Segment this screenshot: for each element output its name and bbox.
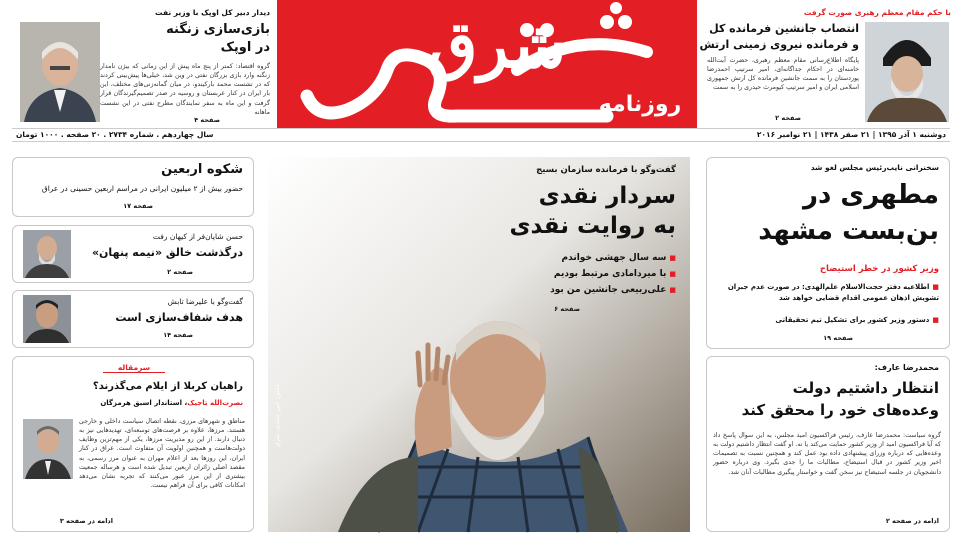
obituary-page-ref[interactable]: صفحه ۲: [167, 268, 193, 276]
aref-kicker: محمدرضا عارف:: [874, 363, 939, 372]
left-box-editorial[interactable]: [12, 356, 254, 532]
motahari-page-ref[interactable]: صفحه ۱۹: [823, 334, 853, 342]
top-left-headline-2: در اوپک: [220, 40, 270, 55]
motahari-bullet-2: ■ دستور وزیر کشور برای تشکیل تیم تحقیقاتی: [715, 316, 939, 324]
masthead: [0, 0, 960, 150]
top-left-kicker: دیدار دبیر کل اوپک با وزیر نفت: [155, 8, 270, 17]
obituary-photo: [23, 230, 71, 278]
top-left-page-ref[interactable]: صفحه ۴: [194, 116, 220, 124]
tabesh-page-ref[interactable]: صفحه ۱۴: [163, 331, 193, 339]
top-right-kicker: با حکم مقام معظم رهبری صورت گرفت: [803, 8, 951, 17]
portrait-shayanfar: [23, 230, 71, 278]
portrait-tabesh: [23, 295, 71, 343]
center-page-ref[interactable]: صفحه ۶: [554, 305, 580, 313]
center-headline-2: به روایت نقدی: [509, 213, 676, 239]
center-bullet-1: ■ سه سال جهشی خواندم: [456, 253, 676, 263]
editorial-title: راهیان کربلا از ایلام می‌گذرند؟: [92, 381, 243, 392]
obituary-title: درگذشت خالق «نیمه پنهان»: [91, 246, 243, 259]
portrait-leader: [865, 22, 949, 122]
obituary-kicker: حسن شایان‌فر از کیهان رفت: [152, 232, 243, 241]
editorial-photo: [23, 419, 73, 479]
aref-body: گروه سیاست: محمدرضا عارف، رئیس فراکسیون امید مجلس، به این سوال پاسخ داد که آیا فراکسیون امید از وزیر کشور حمایت می‌کند یا نه. او گفت انتظار داشتیم دولت به وعده‌هایی که درباره وزرای پیشنهادی داده بود عمل کند و همچنین نسبت به تصمیمات اخیر وزیر کشور در قبال استیضاح، مطالبات ما را جدی بگیرد. وی درباره حضور دانشجویان در جلسه استیضاح نیز سخن گفت و خواستار پیگیری مطالبات آنان شد.: [713, 432, 941, 476]
left-box-arbaeen[interactable]: [12, 157, 254, 217]
aref-headline-1: انتظار داشتیم دولت: [792, 379, 939, 397]
editorial-page-ref[interactable]: ادامه در صفحه ۳: [59, 517, 113, 525]
portrait-tajik: [23, 419, 73, 479]
motahari-headline-2: بن‌بست مشهد: [758, 216, 939, 246]
editorial-label: سرمقاله: [103, 363, 165, 373]
center-bullet-3: ■ علی‌ربیعی جانشین من بود: [456, 285, 676, 295]
motahari-headline-1: مطهری در: [803, 180, 939, 210]
top-left-portrait: [20, 22, 100, 122]
top-right-headline-1: انتصاب جانشین فرمانده کل: [709, 22, 859, 35]
date-line: دوشنبه ۱ آذر ۱۳۹۵ | ۲۱ صفر ۱۴۳۸ | ۲۱ نوامبر ۲۰۱۶: [756, 130, 946, 139]
top-left-body: گروه اقتصاد: کمتر از پنج ماه پیش از این زمانی که بیژن نامدار زنگنه وارد بازی بزرگان نفتی در وین شد، خیلی‌ها پیش‌بینی کردند که در نشست محمد باركيندو، در میان گمانه‌زنی‌های مختلف، این بار ایران در کنار عربستان و روسیه در صدر تصمیم‌گیرندگان قرار گرفت و این ماه به سفر نمایندگان مطرح نفتی در این نشست ماهانه: [100, 63, 270, 116]
aref-headline-2: وعده‌های خود را محقق کند: [741, 401, 939, 419]
arbaeen-title: شکوه اربعین: [161, 162, 243, 177]
tabesh-photo: [23, 295, 71, 343]
motahari-bullet-1: ■ اطلاعیه دفتر حجت‌الاسلام علم‌الهدی: در صورت عدم جبران تشویش اذهان عمومی اقدام قضایی خواهد شد: [715, 282, 939, 303]
motahari-kicker: سخنرانی نایب‌رئیس مجلس لغو شد: [810, 163, 939, 172]
top-right-headline-2: و فرمانده نیروی زمینی ارتش: [699, 38, 859, 51]
motahari-sub: وزیر کشور در خطر استیضاح: [819, 264, 939, 274]
arbaeen-page-ref[interactable]: صفحه ۱۷: [123, 202, 153, 210]
top-right-body: پایگاه اطلاع‌رسانی مقام معظم رهبری، حضرت آیت‌الله خامنه‌ای در احکام جداگانه‌ای، امیر سرتیپ احمدرضا پوردستان را به سمت جانشین فرمانده کل ارتش جمهوری اسلامی ایران و امیر سرتیپ کیومرث حیدری را به سمت: [707, 57, 859, 92]
right-box-aref[interactable]: [706, 356, 950, 532]
issue-line: سال چهاردهم . شماره ۲۷۳۴ . ۲۰ صفحه . ۱۰۰۰ تومان: [16, 130, 214, 139]
logo-subtitle: روزنامه: [598, 92, 682, 117]
editorial-body: مناطق و شهرهای مرزی، نقطه اتصال سیاست داخلی و خارجی هستند. مرزها، علاوه بر فرصت‌های توسعه‌ای، تهدیدهایی نیز به دنبال دارند. از این رو مدیریت مرزها، یکی از مهم‌ترین وظایف دولت‌هاست و همچنین اولویت آن متفاوت است. عراق در کنار ایران، این روزها بعد از اعلام مهران به عنوان مرز رسمی، به مقصد اصلی زائران اربعین تبدیل شده است و هرساله جمعیت بیشتری از این مرز عبور می‌کنند که تجربه نشان می‌دهد امکانات کافی برای آن فراهم نیست.: [79, 418, 245, 489]
tabesh-title: هدف شفاف‌سازی است: [115, 311, 243, 324]
center-bullet-2: ■ با میردامادی مرتبط بودیم: [456, 269, 676, 279]
top-right-page-ref[interactable]: صفحه ۲: [775, 114, 801, 122]
top-left-headline-1: بازی‌سازی زنگنه: [166, 22, 270, 37]
left-box-obituary[interactable]: [12, 225, 254, 283]
logo-text: شرق: [427, 8, 567, 83]
top-left-story[interactable]: [12, 6, 270, 124]
center-kicker: گفت‌وگو با فرمانده سازمان بسیج: [536, 165, 676, 175]
center-story[interactable]: [268, 157, 690, 532]
right-box-motahari[interactable]: [706, 157, 950, 349]
top-right-portrait: [865, 22, 949, 122]
left-box-tabesh[interactable]: [12, 290, 254, 348]
logo-block[interactable]: [277, 0, 697, 128]
center-photo-credit: عکس: امیر جدیدی، شرق: [274, 383, 281, 447]
editorial-author-title: ، استاندار اسبق هرمزگان: [100, 399, 188, 407]
editorial-author-name: نصرت‌الله تاجیک: [187, 399, 243, 407]
center-headline-1: سردار نقدی: [538, 183, 676, 209]
date-bar: [12, 128, 950, 142]
arbaeen-sub: حضور بیش از ۲ میلیون ایرانی در مراسم اربعین حسینی در عراق: [41, 184, 243, 193]
editorial-author: [21, 399, 243, 407]
tabesh-kicker: گفت‌وگو با علیرضا تابش: [167, 297, 243, 306]
top-right-story[interactable]: [699, 6, 951, 124]
portrait-zanganeh: [20, 22, 100, 122]
aref-page-ref[interactable]: ادامه در صفحه ۲: [885, 517, 939, 525]
